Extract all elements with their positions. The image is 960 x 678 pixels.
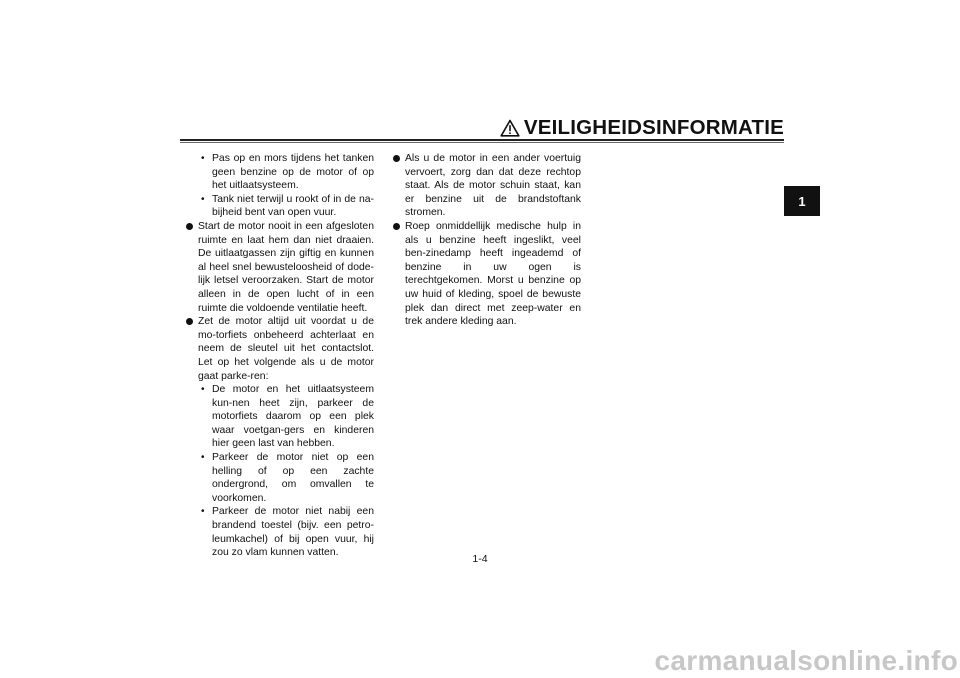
list-item (186, 383, 374, 451)
list-item (186, 505, 374, 559)
page-title: VEILIGHEIDSINFORMATIE (523, 116, 784, 139)
round-bullet-icon (186, 318, 193, 325)
list-item (186, 152, 374, 193)
bullet-icon: • (201, 153, 205, 164)
chapter-number: 1 (798, 193, 806, 209)
list-item-text: Pas op en mors tijdens het tanken geen benzine op de motor of op het uitlaatsysteem. (212, 153, 374, 192)
header-rule (180, 139, 784, 141)
list-item-text: Roep onmiddellijk medische hulp in als u benzine heeft ingeslikt, veel ben-zinedamp heeft ingeademd of benzine in uw ogen is terechtgekomen. Morst u benzine op uw huid of kleding, spoel de bewuste plek dan direct met zeep-water en trek andere kleding aan. (405, 220, 581, 328)
page-number: 1-4 (472, 553, 488, 565)
right-column (393, 152, 581, 329)
list-item-text: Parkeer de motor niet nabij een brandend toestel (bijv. een petro-leumkachel) of bij open vuur, hij zou zo vlam kunnen vatten. (212, 506, 374, 559)
left-column (186, 152, 374, 560)
chapter-tab (784, 186, 820, 216)
bullet-icon: • (201, 193, 205, 205)
warning-triangle-icon (500, 119, 520, 137)
list-item-text: Parkeer de motor niet op een helling of op een zachte ondergrond, om omvallen te voorkomen. (212, 452, 374, 504)
list-item (186, 315, 374, 383)
list-item-text: Zet de motor altijd uit voordat u de mo-torfiets onbeheerd achterlaat en neem de sleutel uit het contactslot. Let op het volgende als u de motor gaat parke-ren: (198, 316, 374, 382)
header-rule-thin (180, 142, 784, 143)
watermark: carmanualsonline.info (654, 645, 958, 676)
list-item (393, 152, 581, 220)
page-title-wrap (500, 116, 784, 140)
bullet-icon: • (201, 384, 205, 396)
round-bullet-icon (393, 155, 400, 162)
list-item-text: Als u de motor in een ander voertuig vervoert, zorg dan dat deze rechtop staat. Als de motor schuin staat, kan er benzine uit de brandstoftank stromen. (405, 153, 581, 219)
list-item-text: Tank niet terwijl u rookt of in de na-bijheid bent van open vuur. (212, 193, 374, 219)
list-item-text: De motor en het uitlaatsysteem kun-nen heet zijn, parkeer de motorfiets daarom op een plek waar voetgan-gers en kinderen hier geen last van hebben. (212, 384, 374, 450)
list-item (186, 220, 374, 315)
list-item-text: Start de motor nooit in een afgesloten ruimte en laat hem dan niet draaien. De uitlaatgassen zijn giftig en kunnen al heel snel bewusteloosheid of dode-lijk letsel veroorzaken. Start de motor alleen in de open lucht of in een ruimte die voldoende ventilatie heeft. (198, 220, 374, 314)
bullet-icon: • (201, 506, 205, 518)
list-item (186, 193, 374, 220)
bullet-icon: • (201, 452, 205, 464)
list-item (393, 220, 581, 329)
list-item (186, 451, 374, 505)
round-bullet-icon (393, 223, 400, 230)
round-bullet-icon (186, 223, 193, 230)
